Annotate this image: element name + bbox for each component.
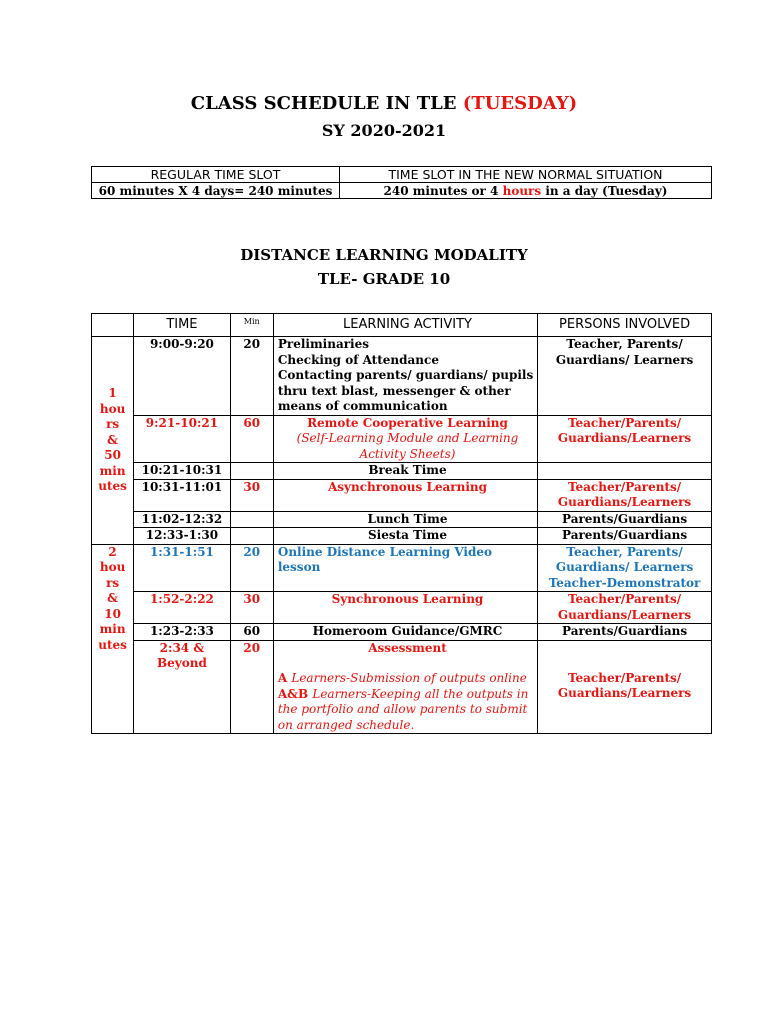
- block2-duration: [92, 544, 134, 734]
- page-title: [0, 93, 768, 114]
- schedule-table: [91, 313, 712, 734]
- grade-heading: TLE- GRADE 10: [317, 270, 451, 288]
- regular-slot-header: REGULAR TIME SLOT: [92, 167, 340, 183]
- dur-line: 1: [108, 386, 117, 400]
- row-min: 20: [230, 544, 273, 592]
- slot-value-pre: 240 minutes or 4: [383, 183, 499, 198]
- persons-line: Guardians/ Learners: [555, 560, 694, 574]
- row-activity: Online Distance Learning Video lesson: [273, 544, 537, 592]
- new-normal-slot-value: [340, 183, 712, 199]
- dur-line: hou: [99, 560, 126, 574]
- row-activity: Break Time: [273, 463, 537, 480]
- activity-note-line: Activity Sheets): [359, 446, 456, 461]
- table-row: [92, 528, 712, 545]
- time-line: Beyond: [156, 656, 207, 670]
- activity-line: Assessment: [368, 640, 447, 655]
- row-activity: Siesta Time: [273, 528, 537, 545]
- header-activity: LEARNING ACTIVITY: [273, 314, 537, 337]
- dur-line: 10: [104, 606, 121, 621]
- table-row: [92, 337, 712, 416]
- dur-line: &: [107, 591, 119, 605]
- table-row: [92, 463, 712, 480]
- row-min: [230, 528, 273, 545]
- table-row: [92, 624, 712, 641]
- row-time: 11:02-12:32: [134, 511, 230, 528]
- new-normal-slot-header: TIME SLOT IN THE NEW NORMAL SITUATION: [340, 167, 712, 183]
- activity-line: means of communication: [277, 399, 448, 413]
- row-time: 9:21-10:21: [134, 415, 230, 463]
- row-persons: [538, 592, 712, 624]
- header-min: Min: [230, 314, 273, 337]
- dur-line: utes: [98, 479, 127, 493]
- schedule-header-row: [92, 314, 712, 337]
- header-persons: PERSONS INVOLVED: [538, 314, 712, 337]
- row-activity: Synchronous Learning: [273, 592, 537, 624]
- persons-line: Teacher/Parents/: [567, 415, 682, 430]
- row-time: [134, 640, 230, 734]
- slot-value-post: in a day (Tuesday): [545, 183, 668, 198]
- dur-line: 50: [104, 448, 121, 462]
- slot-value-hours: hours: [502, 183, 542, 198]
- dur-line: min: [99, 622, 126, 636]
- title-main: CLASS SCHEDULE IN TLE: [190, 93, 457, 114]
- row-time: 10:21-10:31: [134, 463, 230, 480]
- header-time: TIME: [134, 314, 230, 337]
- assessment-a-text: Learners-Submission of outputs online: [291, 671, 527, 685]
- row-persons: Parents/Guardians: [538, 528, 712, 545]
- row-persons: [538, 544, 712, 592]
- row-persons: Parents/Guardians: [538, 624, 712, 641]
- row-min: [230, 463, 273, 480]
- activity-note-line: (Self-Learning Module and Learning: [296, 431, 519, 445]
- dur-line: utes: [98, 637, 127, 652]
- header-blank: [92, 314, 134, 337]
- title-day: (TUESDAY): [462, 93, 578, 114]
- persons-line: Guardians/Learners: [557, 607, 692, 622]
- persons-line: Teacher/Parents/: [567, 592, 682, 606]
- persons-line: Teacher, Parents/: [566, 544, 683, 559]
- table-row: [92, 544, 712, 592]
- row-persons: [538, 337, 712, 416]
- row-time: 1:52-2:22: [134, 592, 230, 624]
- activity-line: Checking of Attendance: [277, 352, 439, 367]
- row-time: 1:23-2:33: [134, 624, 230, 641]
- row-min: 60: [230, 624, 273, 641]
- row-min: 30: [230, 592, 273, 624]
- row-activity: [273, 337, 537, 416]
- row-persons: [538, 640, 712, 734]
- table-row: [92, 511, 712, 528]
- row-min: [230, 511, 273, 528]
- persons-line: Teacher/Parents/: [567, 479, 682, 494]
- dur-line: rs: [106, 575, 120, 590]
- persons-line: Teacher-Demonstrator: [548, 575, 701, 590]
- time-slot-table: [91, 166, 712, 199]
- row-persons: [538, 463, 712, 480]
- persons-line: Teacher, Parents/: [566, 337, 683, 351]
- activity-line: Remote Cooperative Learning: [307, 415, 508, 430]
- school-year: SY 2020-2021: [321, 121, 447, 140]
- persons-line: Guardians/Learners: [557, 431, 692, 445]
- activity-line: thru text blast, messenger & other: [277, 383, 511, 398]
- row-activity: [273, 415, 537, 463]
- dur-line: &: [107, 432, 119, 447]
- row-min: 60: [230, 415, 273, 463]
- assessment-a: [278, 671, 537, 687]
- activity-line: Contacting parents/ guardians/ pupils: [277, 368, 534, 382]
- row-persons: Parents/Guardians: [538, 511, 712, 528]
- activity-line: Preliminaries: [277, 337, 369, 351]
- persons-line: Guardians/ Learners: [555, 352, 694, 367]
- time-line: 2:34 &: [159, 640, 205, 655]
- persons-line: Teacher/Parents/: [567, 670, 682, 685]
- row-time: 1:31-1:51: [134, 544, 230, 592]
- block1-duration: [92, 337, 134, 545]
- row-min: 20: [230, 337, 273, 416]
- row-time: 9:00-9:20: [134, 337, 230, 416]
- assessment-ab-text: Learners-Keeping all the outputs in the portfolio and allow parents to submit on arranged schedule.: [277, 686, 529, 732]
- dur-line: hou: [99, 401, 126, 416]
- row-time: 12:33-1:30: [134, 528, 230, 545]
- table-row: [92, 640, 712, 734]
- table-row: [92, 415, 712, 463]
- row-time: 10:31-11:01: [134, 479, 230, 511]
- dur-line: min: [99, 463, 126, 478]
- row-activity: [273, 640, 537, 734]
- assessment-ab-label: A&B: [277, 686, 309, 701]
- row-activity: Lunch Time: [273, 511, 537, 528]
- persons-line: Guardians/Learners: [557, 495, 692, 509]
- persons-line: Guardians/Learners: [557, 686, 692, 700]
- assessment-a-label: A: [277, 671, 288, 685]
- dur-line: rs: [106, 417, 120, 431]
- modality-heading: DISTANCE LEARNING MODALITY: [240, 246, 528, 264]
- table-row: [92, 592, 712, 624]
- row-min: 20: [230, 640, 273, 734]
- row-min: 30: [230, 479, 273, 511]
- row-persons: [538, 479, 712, 511]
- assessment-ab: [278, 687, 537, 734]
- dur-line: 2: [108, 544, 117, 559]
- table-row: [92, 479, 712, 511]
- row-activity: Asynchronous Learning: [273, 479, 537, 511]
- row-persons: [538, 415, 712, 463]
- regular-slot-value: 60 minutes X 4 days= 240 minutes: [92, 183, 340, 199]
- row-activity: Homeroom Guidance/GMRC: [273, 624, 537, 641]
